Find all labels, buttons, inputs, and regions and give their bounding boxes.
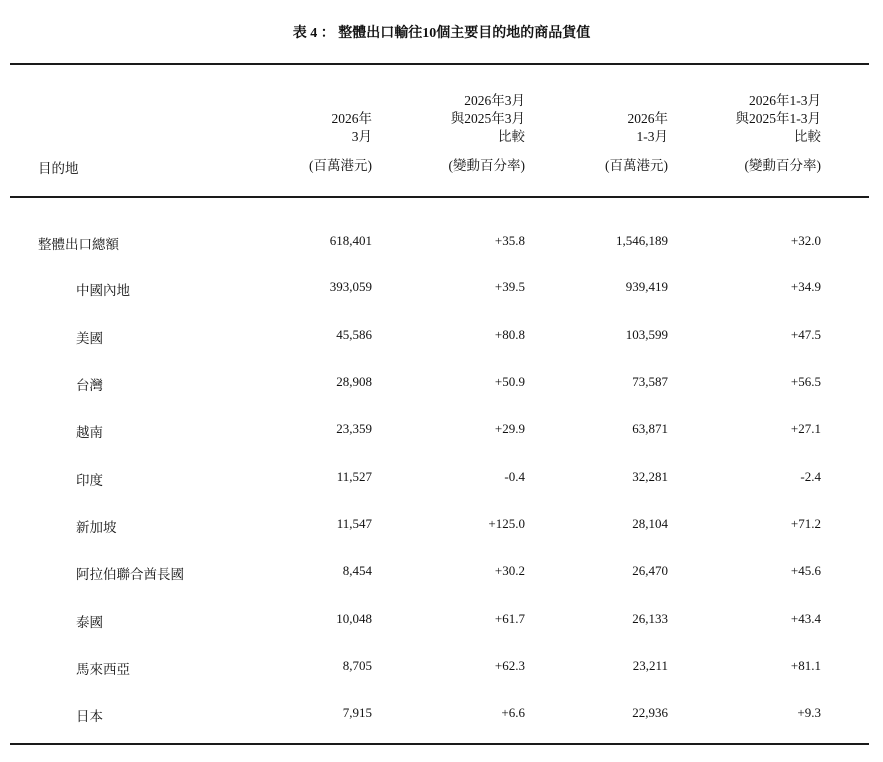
- row-value-col2: +61.7: [494, 611, 525, 626]
- row-value-col4: +71.2: [790, 516, 821, 531]
- row-value-col1: 11,527: [336, 469, 372, 484]
- header-col2-unit: (變動百分率): [448, 158, 525, 173]
- row-value-col1: 618,401: [329, 233, 372, 248]
- row-destination: 中國內地: [76, 283, 130, 298]
- row-value-col1: 8,705: [342, 658, 372, 673]
- row-value-col2: +30.2: [494, 563, 525, 578]
- row-value-col4: -2.4: [800, 469, 821, 484]
- row-value-col4: +27.1: [790, 421, 821, 436]
- table-row: [0, 233, 883, 253]
- header-col2-line2: 與2025年3月: [450, 111, 525, 126]
- header-col1-line2: 3月: [351, 129, 372, 144]
- row-value-col2: -0.4: [504, 469, 525, 484]
- row-value-col4: +9.3: [797, 705, 821, 720]
- header-col2-line1: 2026年3月: [464, 93, 525, 108]
- row-destination: 越南: [76, 425, 103, 440]
- row-value-col2: +50.9: [494, 374, 525, 389]
- header-col4-line1: 2026年1-3月: [749, 93, 821, 108]
- row-value-col1: 23,359: [336, 421, 372, 436]
- row-value-col3: 73,587: [632, 374, 668, 389]
- table-row: [0, 469, 883, 489]
- row-value-col4: +43.4: [790, 611, 821, 626]
- row-value-col1: 8,454: [342, 563, 372, 578]
- row-value-col3: 63,871: [632, 421, 668, 436]
- row-value-col3: 23,211: [632, 658, 668, 673]
- row-value-col4: +34.9: [790, 279, 821, 294]
- row-value-col3: 1,546,189: [616, 233, 668, 248]
- row-value-col3: 32,281: [632, 469, 668, 484]
- table-row: [0, 658, 883, 678]
- header-destination: 目的地: [38, 161, 79, 176]
- row-destination: 美國: [76, 331, 103, 346]
- header-rule: [10, 196, 869, 198]
- header-col1: [332, 110, 373, 146]
- header-col1-unit: (百萬港元): [309, 158, 372, 173]
- table-title: 表 4 ： 整體出口輸往10個主要目的地的商品貨值: [292, 26, 591, 41]
- header-col4-line3: 比較: [794, 129, 821, 144]
- table-row: [0, 611, 883, 631]
- header-col2: [451, 92, 525, 146]
- row-destination: 台灣: [76, 378, 103, 393]
- row-value-col2: +39.5: [494, 279, 525, 294]
- row-value-col3: 26,133: [632, 611, 668, 626]
- row-value-col4: +47.5: [790, 327, 821, 342]
- table-row: [0, 421, 883, 441]
- header-col2-line3: 比較: [498, 129, 525, 144]
- header-col4-unit: (變動百分率): [744, 158, 821, 173]
- header-col3-line2: 1-3月: [636, 129, 668, 144]
- row-value-col4: +56.5: [790, 374, 821, 389]
- header-col3: [628, 110, 669, 146]
- row-value-col2: +62.3: [494, 658, 525, 673]
- header-col3-line1: 2026年: [627, 111, 668, 126]
- table-row: [0, 279, 883, 299]
- row-destination: 泰國: [76, 615, 103, 630]
- row-value-col3: 28,104: [632, 516, 668, 531]
- table-row: [0, 327, 883, 347]
- row-value-col3: 103,599: [625, 327, 668, 342]
- table-row: [0, 374, 883, 394]
- row-value-col4: +32.0: [790, 233, 821, 248]
- top-rule: [10, 63, 869, 65]
- table-row: [0, 516, 883, 536]
- row-destination: 馬來西亞: [76, 662, 130, 677]
- row-value-col1: 10,048: [336, 611, 372, 626]
- row-value-col1: 7,915: [342, 705, 372, 720]
- row-value-col2: +29.9: [494, 421, 525, 436]
- row-value-col1: 28,908: [336, 374, 372, 389]
- row-value-col2: +35.8: [494, 233, 525, 248]
- header-col1-line1: 2026年: [331, 111, 372, 126]
- header-col3-unit: (百萬港元): [605, 158, 668, 173]
- row-destination: 日本: [76, 709, 103, 724]
- row-value-col2: +80.8: [494, 327, 525, 342]
- table-row: [0, 563, 883, 583]
- row-value-col1: 393,059: [329, 279, 372, 294]
- row-value-col2: +6.6: [501, 705, 525, 720]
- table-row: [0, 705, 883, 725]
- row-value-col3: 939,419: [625, 279, 668, 294]
- header-col4: [736, 92, 822, 146]
- row-value-col1: 11,547: [336, 516, 372, 531]
- row-destination: 整體出口總額: [38, 237, 119, 252]
- row-value-col3: 26,470: [632, 563, 668, 578]
- row-destination: 新加坡: [76, 520, 117, 535]
- header-col4-line2: 與2025年1-3月: [735, 111, 821, 126]
- row-value-col2: +125.0: [488, 516, 525, 531]
- row-value-col1: 45,586: [336, 327, 372, 342]
- row-value-col4: +81.1: [790, 658, 821, 673]
- bottom-rule: [10, 743, 869, 745]
- row-value-col4: +45.6: [790, 563, 821, 578]
- row-destination: 阿拉伯聯合酋長國: [76, 567, 184, 582]
- row-destination: 印度: [76, 473, 103, 488]
- row-value-col3: 22,936: [632, 705, 668, 720]
